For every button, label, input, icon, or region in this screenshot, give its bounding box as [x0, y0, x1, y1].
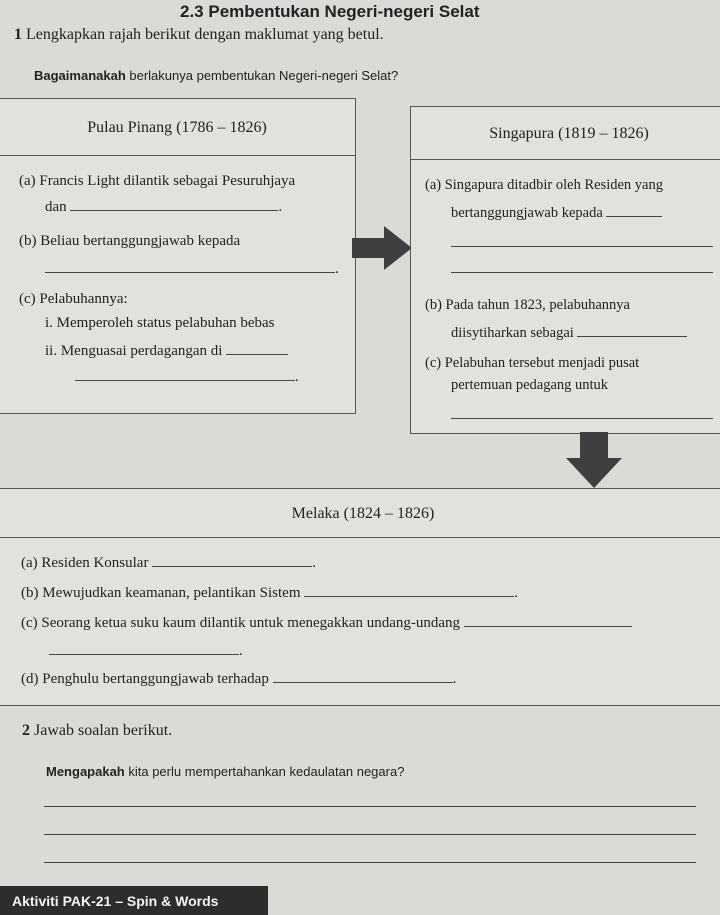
penang-item-c-line1: (c) Pelabuhannya:	[19, 291, 128, 307]
penang-item-b-line2	[45, 261, 339, 278]
melaka-item-d-text: (d) Penghulu bertanggungjawab terhadap	[21, 671, 269, 687]
melaka-item-d-end: .	[452, 671, 457, 687]
arrow-right-icon	[352, 226, 412, 270]
melaka-item-d	[21, 671, 456, 688]
activity-banner: Aktiviti PAK-21 – Spin & Words	[0, 886, 268, 915]
penang-answer-a-blank[interactable]	[70, 209, 278, 211]
melaka-item-a-end: .	[312, 555, 316, 571]
singapore-title-divider	[411, 159, 720, 160]
melaka-item-c-line2	[49, 643, 243, 660]
penang-item-c-i: i. Memperoleh status pelabuhan bebas	[45, 315, 275, 331]
singapore-answer-c-line	[451, 407, 713, 424]
question-2	[22, 722, 172, 740]
penang-item-a-end: .	[278, 199, 283, 215]
penang-item-b-end: .	[335, 261, 339, 277]
penang-item-a-dan: dan	[45, 199, 67, 215]
singapore-answer-b-blank[interactable]	[577, 335, 687, 337]
melaka-item-b-end: .	[514, 585, 519, 601]
melaka-answer-a-blank[interactable]	[152, 565, 312, 567]
melaka-item-a-text: (a) Residen Konsular	[21, 555, 149, 571]
penang-item-c-ii-text: ii. Menguasai perdagangan di	[45, 343, 223, 359]
penang-item-c-ii-line2	[75, 369, 299, 386]
penang-title: Pulau Pinang (1786 – 1826)	[87, 119, 267, 136]
question-1-number: 1	[14, 26, 22, 43]
penang-item-c-ii	[45, 343, 288, 360]
singapore-item-a-line1: (a) Singapura ditadbir oleh Residen yang	[425, 177, 663, 193]
question-1	[14, 26, 384, 44]
question-2-number: 2	[22, 722, 30, 739]
melaka-title-divider	[0, 537, 720, 538]
section-heading: 2.3 Pembentukan Negeri-negeri Selat	[180, 2, 480, 21]
question-1-keyword: Bagaimanakah	[34, 68, 126, 83]
singapore-item-a-line2	[451, 205, 662, 222]
question-1-subquestion	[34, 68, 398, 83]
question-1-instruction: Lengkapkan rajah berikut dengan maklumat yang betul.	[26, 26, 384, 43]
singapore-answer-c-blank[interactable]	[451, 417, 713, 419]
answer-line-2[interactable]	[44, 834, 696, 835]
penang-item-b-line1: (b) Beliau bertanggungjawab kepada	[19, 233, 241, 249]
penang-title-divider	[0, 155, 355, 156]
melaka-item-c-text: (c) Seorang ketua suku kaum dilantik untuk menegakkan undang-undang	[21, 615, 461, 631]
melaka-box	[0, 488, 720, 706]
melaka-answer-c-blank[interactable]	[464, 625, 632, 627]
singapore-item-c-line1: (c) Pelabuhan tersebut menjadi pusat	[425, 355, 640, 371]
singapore-item-b-line1: (b) Pada tahun 1823, pelabuhannya	[425, 297, 630, 313]
singapore-item-b-line2	[451, 325, 687, 342]
melaka-item-a	[21, 555, 316, 572]
question-1-subquestion-text: berlakunya pembentukan Negeri-negeri Selat?	[125, 68, 399, 83]
singapore-box	[410, 106, 720, 434]
penang-item-a-line1: (a) Francis Light dilantik sebagai Pesuruhjaya	[19, 173, 296, 189]
penang-answer-c-ii-blank-2[interactable]	[75, 379, 295, 381]
singapore-item-b-line2-text: diisytiharkan sebagai	[451, 325, 574, 341]
melaka-answer-c-blank-2[interactable]	[49, 653, 239, 655]
singapore-title: Singapura (1819 – 1826)	[489, 125, 649, 142]
singapore-answer-a-blank-2[interactable]	[451, 245, 713, 247]
melaka-item-b-text: (b) Mewujudkan keamanan, pelantikan Sistem	[21, 585, 301, 601]
melaka-item-b	[21, 585, 518, 602]
penang-box	[0, 98, 356, 414]
penang-item-a-line2	[45, 199, 282, 216]
arrow-down-icon	[566, 432, 622, 488]
melaka-item-c-end: .	[239, 643, 243, 659]
melaka-answer-d-blank[interactable]	[273, 681, 453, 683]
penang-answer-c-ii-blank[interactable]	[226, 353, 288, 355]
singapore-answer-a-blank[interactable]	[606, 215, 662, 217]
question-2-instruction: Jawab soalan berikut.	[34, 722, 173, 739]
singapore-item-c-line2: pertemuan pedagang untuk	[451, 377, 609, 393]
singapore-item-a-line2-text: bertanggungjawab kepada	[451, 205, 603, 221]
question-2-keyword: Mengapakah	[46, 764, 125, 779]
question-2-subquestion	[46, 764, 404, 779]
singapore-answer-a-line2	[451, 235, 713, 252]
penang-item-c-ii-end: .	[295, 369, 299, 385]
penang-answer-b-blank[interactable]	[45, 271, 335, 273]
singapore-answer-a-blank-3[interactable]	[451, 271, 713, 273]
melaka-title: Melaka (1824 – 1826)	[291, 505, 435, 522]
answer-line-3[interactable]	[44, 862, 696, 863]
question-2-subquestion-text: kita perlu mempertahankan kedaulatan negara?	[124, 764, 405, 779]
melaka-item-c	[21, 615, 632, 632]
singapore-answer-a-line3	[451, 261, 713, 278]
answer-line-1[interactable]	[44, 806, 696, 807]
melaka-answer-b-blank[interactable]	[304, 595, 514, 597]
